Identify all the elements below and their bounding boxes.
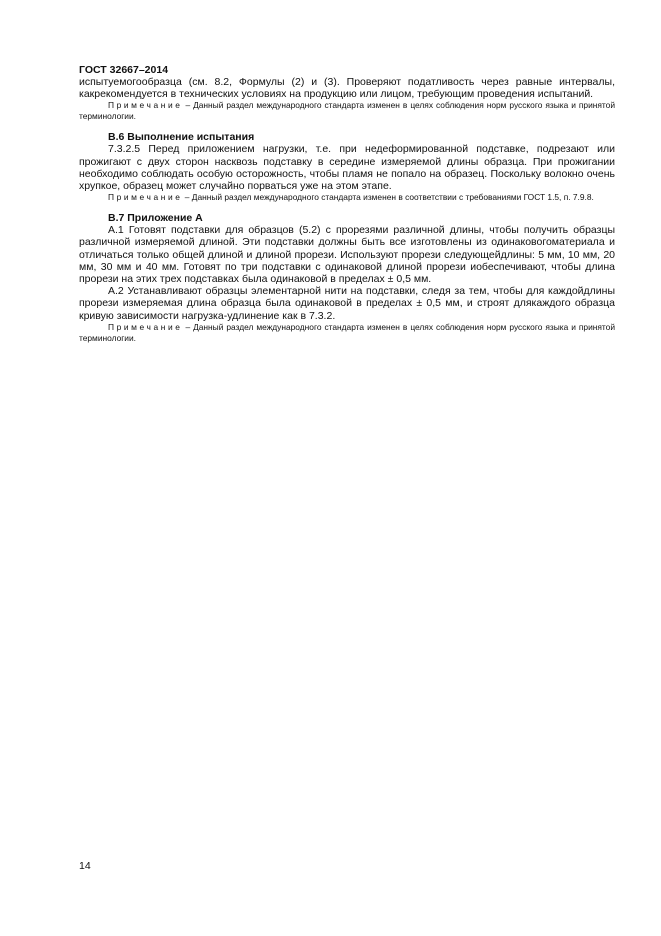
section-heading-b7: B.7 Приложение А [108, 212, 203, 225]
note-label: Примечание [108, 192, 183, 203]
intro-paragraph: испытуемогообразца (см. 8.2, Формулы (2) и (3). Проверяют податливость через равные интервалы, какрекомендуется в технических условиях на продукцию или лицом, требующим проведения испытаний. [79, 76, 615, 101]
note-text: – Данный раздел международного стандарта изменен в целях соблюдения норм русского языка и принятой терминологии. [79, 100, 615, 122]
document-body [79, 76, 615, 344]
document-header: ГОСТ 32667–2014 [79, 64, 169, 76]
intro-note [79, 100, 615, 122]
note-text: – Данный раздел международного стандарта изменен в целях соблюдения норм русского языка и принятой терминологии. [79, 321, 615, 343]
section-b6-paragraph: 7.3.2.5 Перед приложением нагрузки, т.е. при недеформированной подставке, подрезают или прожигают с двух сторон насквозь подставку в середине измеряемой длины образца. При прожигании необходимо соблюдать особую осторожность, чтобы пламя не попало на образец. Поскольку волокно очень хрупкое, образец может случайно порваться уже на этом этапе. [79, 143, 615, 193]
section-heading-b6: B.6 Выполнение испытания [108, 131, 255, 144]
note-text: – Данный раздел международного стандарта изменен в соответствии с требованиями ГОСТ 1.5, п. 7.9.8. [182, 192, 594, 203]
section-b7-note [79, 322, 615, 344]
section-b7-paragraph-1: А.1 Готовят подставки для образцов (5.2) с прорезями различной длины, чтобы получить образцы различной измеряемой длиной. Эти подставки должны быть все изготовлены из одинаковогоматериала и отличаться только общей длиной и длиной прорези. Используют прорези следующейдлины: 5 мм, 10 мм, 20 мм, 30 мм и 40 мм. Готовят по три подставки с одинаковой длиной прорези иобеспечивают, чтобы длина прорези на этих трех подставках была одинаковой в пределах ± 0,5 мм. [79, 224, 615, 286]
section-b6-note [79, 192, 615, 203]
section-b7-paragraph-2: А.2 Устанавливают образцы элементарной нити на подставки, следя за тем, чтобы для каждойдлины прорези измеряемая длина образца была одинаковой в пределах ± 0,5 мм, и строят длякаждого образца кривую зависимости нагрузка-удлинение как в 7.3.2. [79, 285, 615, 322]
note-label: Примечание [108, 100, 183, 111]
note-label: Примечание [108, 321, 183, 332]
page-number: 14 [79, 860, 91, 872]
